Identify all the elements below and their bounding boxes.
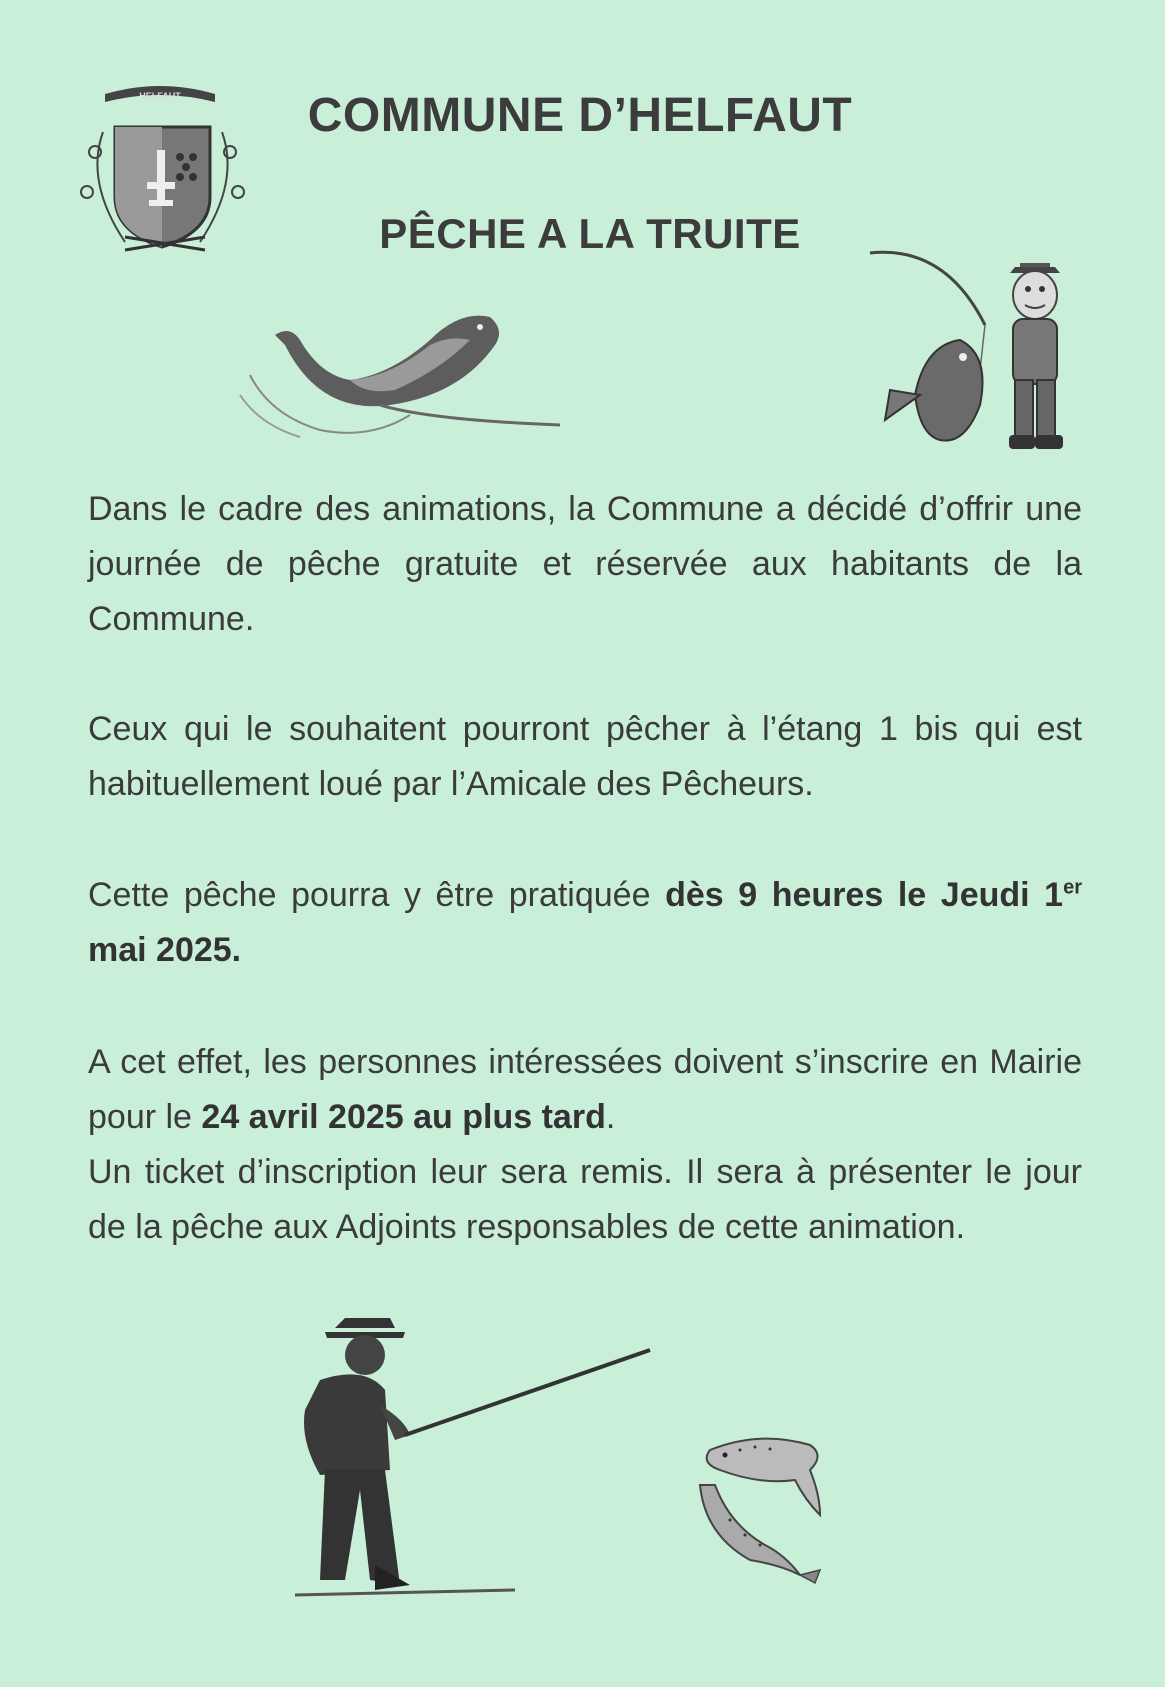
cartoon-fisherman-icon xyxy=(865,245,1065,460)
paragraph-intro: Dans le cadre des animations, la Commune a décidé d’offrir une journée de pêche gratuite et réservée aux habitants de la Commune. xyxy=(88,490,1082,638)
paragraph-registration xyxy=(88,1035,1082,1145)
commune-title: COMMUNE D’HELFAUT xyxy=(307,89,853,142)
date-bold-text: dès 9 heures le Jeudi 1 xyxy=(665,876,1064,914)
paragraph-ticket: Un ticket d’inscription leur sera remis. Il sera à présenter le jour de la pêche aux Adjoints responsables de cette animation. xyxy=(88,1153,1082,1246)
date-bold-text-end: mai 2025. xyxy=(88,931,242,969)
crest-banner-text: HELFAUT xyxy=(139,91,181,101)
date-superscript: er xyxy=(1063,876,1082,899)
event-title: PÊCHE A LA TRUITE xyxy=(379,210,801,257)
registration-intro-text: A cet effet, les personnes intéressées doivent s’inscrire en Mairie pour le xyxy=(88,1043,1082,1136)
date-intro-text: Cette pêche pourra y être pratiquée xyxy=(88,876,666,914)
paragraph-date xyxy=(88,868,1082,978)
two-trout-icon xyxy=(670,1425,860,1585)
registration-end-text: . xyxy=(605,1098,616,1136)
fisherman-silhouette-icon xyxy=(275,1310,655,1605)
paragraph-location: Ceux qui le souhaitent pourront pêcher à l’étang 1 bis qui est habituellement loué par l’Amicale des Pêcheurs. xyxy=(88,710,1082,803)
crest-icon xyxy=(65,72,260,262)
leaping-trout-icon xyxy=(230,305,570,445)
registration-deadline: 24 avril 2025 au plus tard xyxy=(201,1098,606,1136)
